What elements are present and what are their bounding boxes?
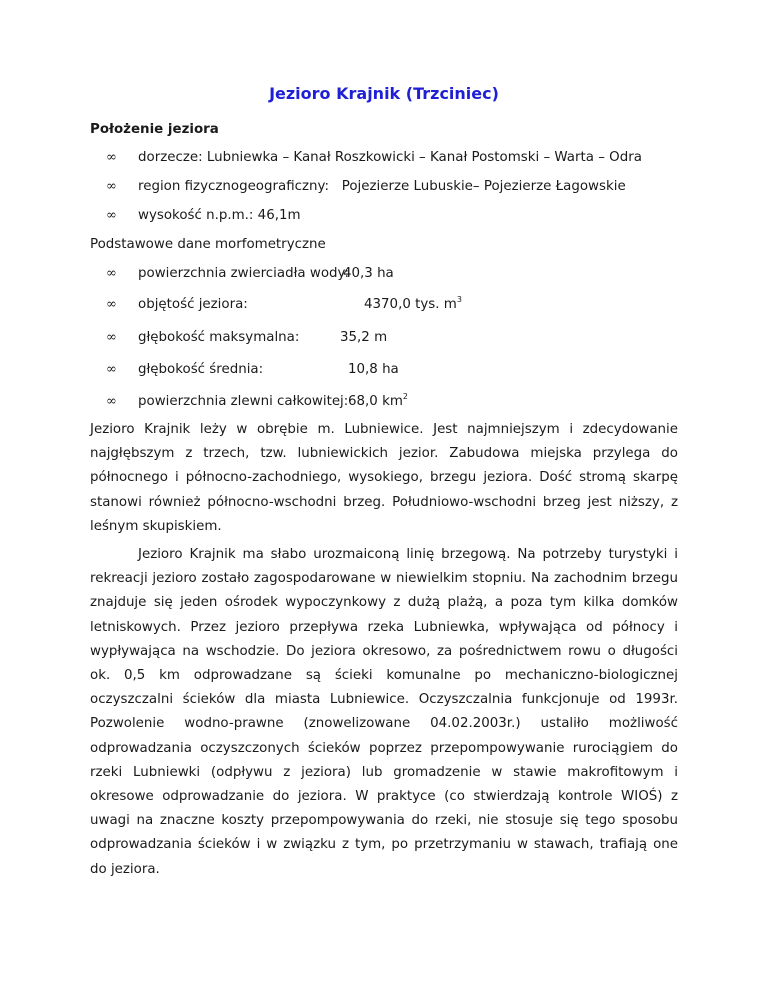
- location-item-text: region fizycznogeograficzny: Pojezierze Lubuskie– Pojezierze Łagowskie: [138, 179, 626, 194]
- morphometric-item: [90, 392, 690, 412]
- morphometric-item: [90, 328, 690, 348]
- metric-label: powierzchnia zwierciadła wody:: [138, 266, 349, 281]
- metric-value: 10,8 ha: [348, 362, 399, 377]
- morphometric-item: [90, 295, 690, 315]
- bullet-icon: ∞: [106, 362, 117, 377]
- location-item-text: wysokość n.p.m.: 46,1m: [138, 208, 301, 223]
- metric-value: 68,0 $km^2$: [348, 392, 408, 409]
- location-heading: Położenie jeziora: [90, 122, 219, 137]
- bullet-icon: ∞: [106, 266, 117, 281]
- metric-label: powierzchnia zlewni całkowitej:: [138, 394, 349, 409]
- morphometric-item: [90, 360, 690, 380]
- morphometric-heading: Podstawowe dane morfometryczne: [90, 237, 326, 252]
- bullet-icon: ∞: [106, 179, 117, 194]
- metric-label: głębokość średnia:: [138, 362, 264, 377]
- bullet-icon: ∞: [106, 297, 117, 312]
- bullet-icon: ∞: [106, 208, 117, 223]
- metric-value: 4370,0 tys. $m^3$: [364, 295, 462, 312]
- paragraph-2: Jezioro Krajnik ma słabo urozmaiconą linię brzegową. Na potrzeby turystyki i rekreacji jezioro zostało zagospodarowane w niewielkim stopniu. Na zachodnim brzegu znajduje się jeden ośrodek wypoczynkowy z dużą plażą, a poza tym kilka domków letniskowych. Przez jezioro przepływa rzeka Lubniewka, wpływająca od północy i wypływająca na wschodzie. Do jeziora okresowo, za pośrednictwem rowu o długości ok. 0,5 km odprowadzane są ścieki komunalne po mechaniczno-biologicznej oczyszczalni ścieków dla miasta Lubniewice. Oczyszczalnia funkcjonuje od 1993r. Pozwolenie wodno-prawne (znowelizowane 04.02.2003r.) ustaliło możliwość odprowadzania oczyszczonych ścieków poprzez przepompowywanie rurociągiem do rzeki Lubniewki (odpływu z jeziora) lub gromadzenie w stawie makrofitowym i okresowe odprowadzanie do jeziora. W praktyce (co stwierdzają kontrole WIOŚ) z uwagi na znaczne koszty przepompowywania do rzeki, nie stosuje się tego sposobu odprowadzania ścieków i w związku z tym, po przetrzymaniu w stawach, trafiają one do jeziora.: [90, 547, 678, 877]
- bullet-icon: ∞: [106, 394, 117, 409]
- paragraph-1: Jezioro Krajnik leży w obrębie m. Lubniewice. Jest najmniejszym i zdecydowanie najgłębszym z trzech, tzw. lubniewickich jezior. Zabudowa miejska przylega do północnego i północno-zachodniego, wysokiego, brzegu jeziora. Dość stromą skarpę stanowi również północno-wschodni brzeg. Południowo-wschodni brzeg jest niższy, z leśnym skupiskiem.: [90, 422, 678, 534]
- document-title: Jezioro Krajnik (Trzciniec): [269, 84, 499, 103]
- location-item-text: dorzecze: Lubniewka – Kanał Roszkowicki – Kanał Postomski – Warta – Odra: [138, 150, 642, 165]
- metric-value: 40,3 ha: [343, 266, 394, 281]
- metric-label: głębokość maksymalna:: [138, 330, 300, 345]
- metric-value: 35,2 m: [340, 330, 388, 345]
- morphometric-item: [90, 264, 690, 284]
- bullet-icon: ∞: [106, 150, 117, 165]
- metric-label: objętość jeziora:: [138, 297, 248, 312]
- bullet-icon: ∞: [106, 330, 117, 345]
